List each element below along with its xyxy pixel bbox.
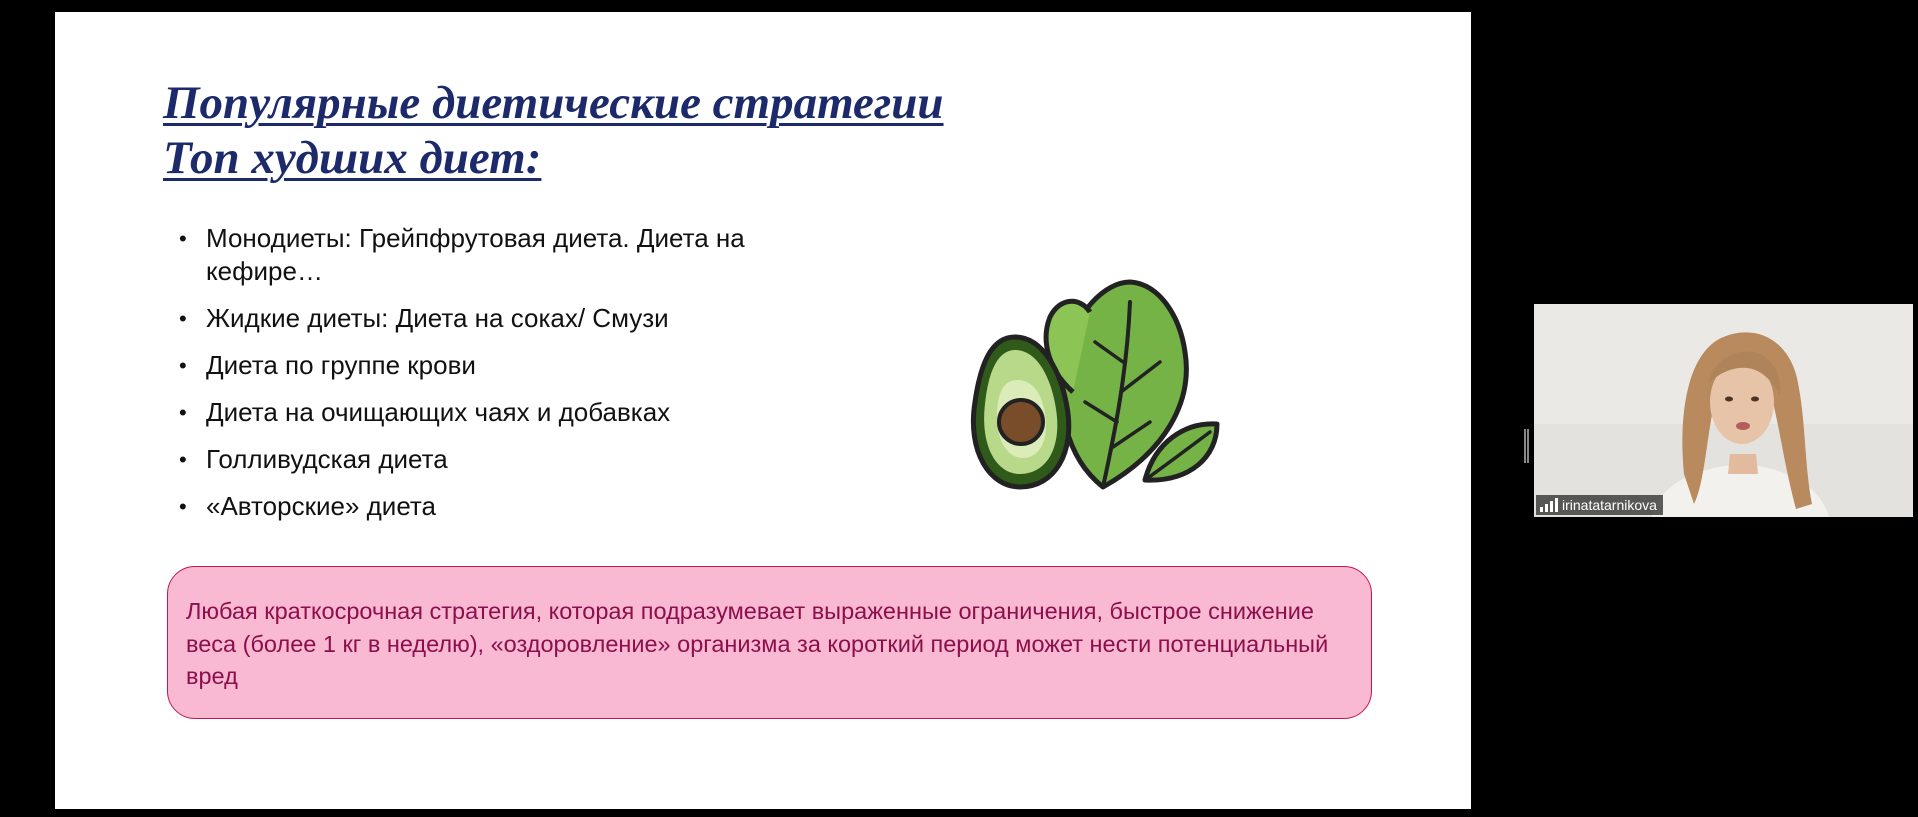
participant-video-frame	[1534, 304, 1913, 517]
slide-title-line-1: Популярные диетические стратегии	[163, 77, 944, 129]
list-item: • «Авторские» диета	[179, 490, 819, 523]
slide-title-line-2: Топ худших диет:	[163, 132, 542, 184]
panel-resize-handle[interactable]	[1524, 429, 1529, 463]
list-item: • Жидкие диеты: Диета на соках/ Смузи	[179, 302, 819, 335]
warning-callout: Любая краткосрочная стратегия, которая подразумевает выраженные ограничения, быстрое снижение веса (более 1 кг в неделю), «оздоровление» организма за короткий период может нести потенциальный вред	[167, 566, 1372, 719]
presentation-slide	[55, 12, 1471, 809]
participant-name-tag	[1536, 495, 1663, 515]
avocado-spinach-illustration	[955, 262, 1255, 502]
list-item: • Диета на очищающих чаях и добавках	[179, 396, 819, 429]
diet-list	[179, 222, 819, 537]
participant-name: irinatatarnikova	[1562, 497, 1657, 513]
list-item: • Голливудская диета	[179, 443, 819, 476]
slide-title	[163, 76, 944, 186]
participant-video-tile[interactable]	[1534, 304, 1913, 517]
signal-bars-icon	[1540, 498, 1558, 512]
list-item: • Диета по группе крови	[179, 349, 819, 382]
list-item: • Монодиеты: Грейпфрутовая диета. Диета на кефире…	[179, 222, 819, 288]
